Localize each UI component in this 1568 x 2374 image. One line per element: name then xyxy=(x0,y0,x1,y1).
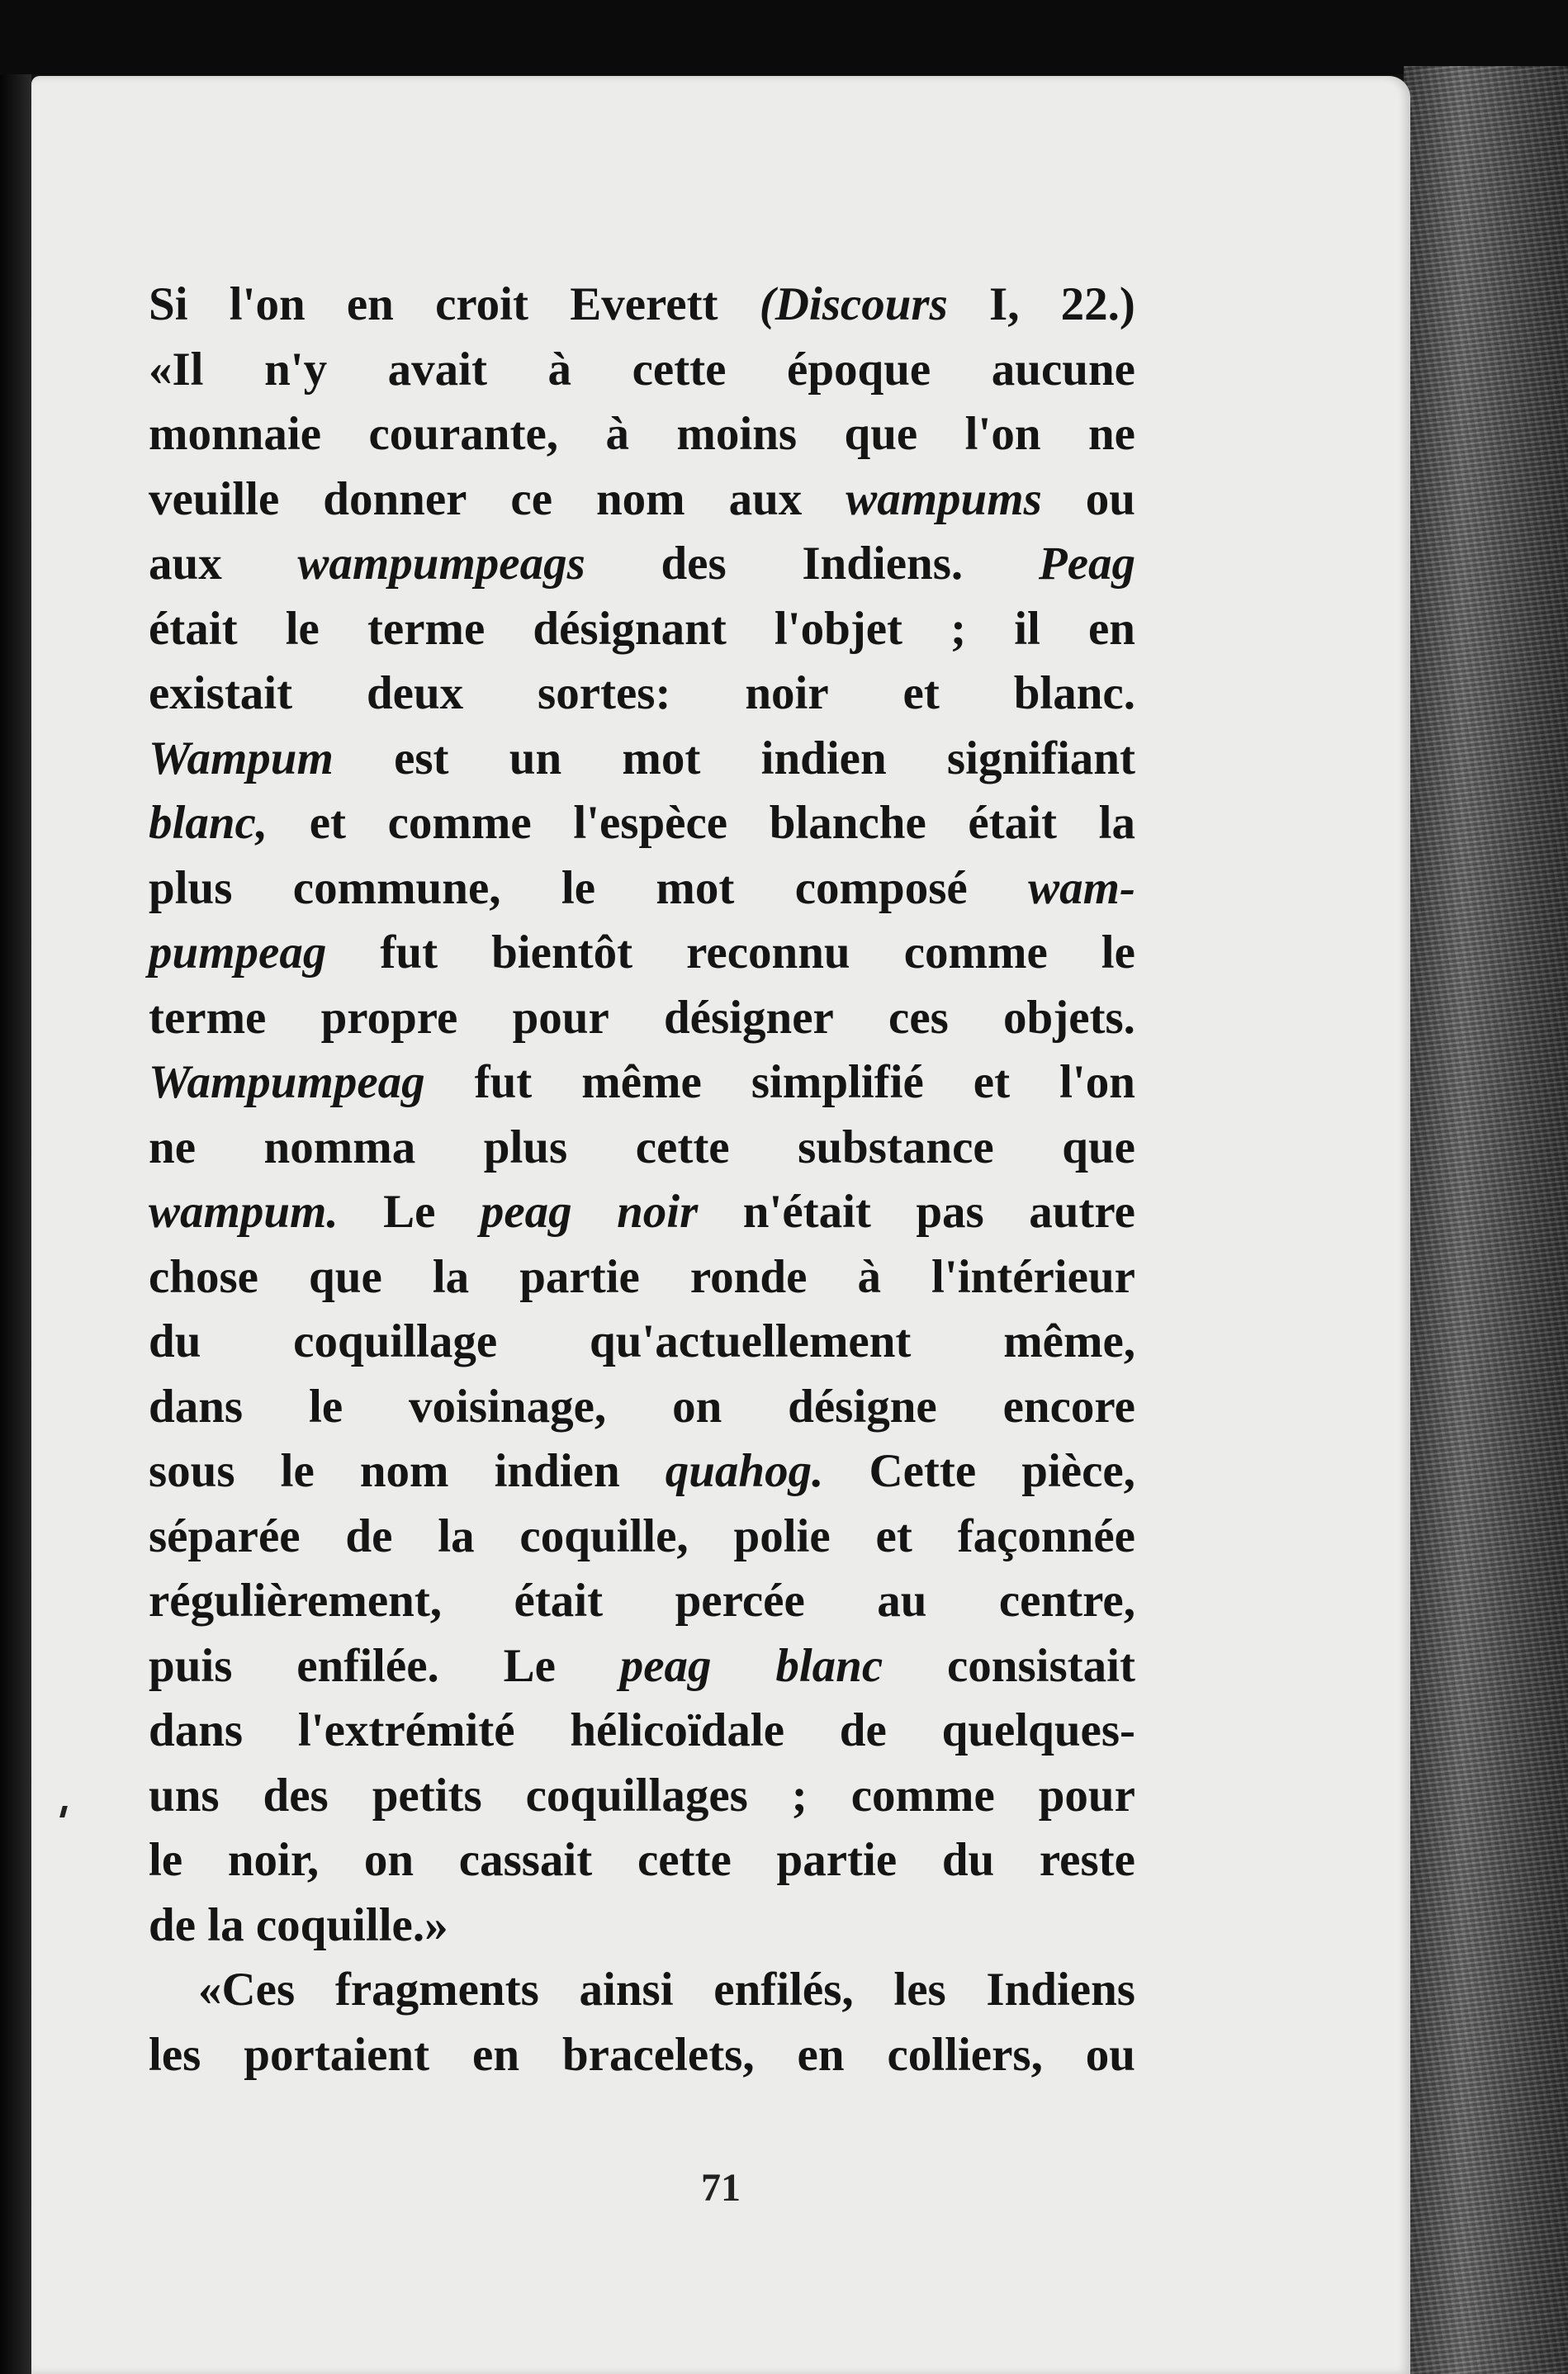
word: (Discours xyxy=(759,278,948,330)
word: aux xyxy=(149,538,222,590)
word: coquillage xyxy=(293,1315,498,1367)
word: ; xyxy=(791,1769,808,1822)
word: même, xyxy=(1003,1315,1135,1367)
word: nom xyxy=(595,472,685,525)
text-line xyxy=(149,986,1135,1051)
word: propre xyxy=(320,991,458,1044)
word: uns xyxy=(149,1769,220,1822)
word: objets. xyxy=(1003,991,1135,1044)
word: de xyxy=(839,1704,887,1756)
word: cassait xyxy=(458,1834,593,1886)
word: plus xyxy=(483,1121,568,1173)
word: et xyxy=(875,1509,912,1562)
word: à xyxy=(857,1250,881,1303)
word: un xyxy=(509,732,562,784)
word: désignant xyxy=(533,602,727,655)
word: on xyxy=(363,1834,415,1886)
word: ou xyxy=(1085,2028,1135,2081)
word: blanc, xyxy=(149,797,268,849)
word: la xyxy=(1098,797,1135,849)
word: Wampum xyxy=(149,732,334,784)
word: en xyxy=(797,2028,845,2081)
word: sortes: xyxy=(538,667,671,719)
word: et xyxy=(309,797,346,849)
word: Le xyxy=(503,1639,556,1692)
text-line xyxy=(149,402,1135,467)
word: ce xyxy=(510,472,552,525)
text-line xyxy=(149,2023,1135,2088)
word: n'était xyxy=(742,1186,871,1238)
word: et xyxy=(973,1056,1011,1108)
word: peag xyxy=(480,1186,572,1238)
word: la xyxy=(207,1898,244,1951)
page-number: 71 xyxy=(701,2166,741,2210)
text-line xyxy=(149,921,1135,986)
word: pour xyxy=(512,991,609,1044)
text-line xyxy=(149,1245,1135,1310)
word: aux xyxy=(728,472,803,525)
word: reste xyxy=(1039,1834,1135,1886)
word: autre xyxy=(1029,1186,1135,1238)
word: centre, xyxy=(998,1575,1135,1627)
word: composé xyxy=(794,861,968,914)
word: bientôt xyxy=(491,926,633,979)
word: le xyxy=(309,1380,343,1433)
word: l'espèce xyxy=(573,797,728,849)
word: l'on xyxy=(964,408,1041,460)
word: pièce, xyxy=(1021,1445,1135,1497)
text-line xyxy=(149,532,1135,597)
text-line xyxy=(149,1504,1135,1570)
word: en xyxy=(472,2028,520,2081)
word: Indiens xyxy=(986,1964,1135,2016)
body-text xyxy=(149,272,1135,2087)
word: que xyxy=(844,408,918,460)
word: n'y xyxy=(264,343,328,396)
text-line xyxy=(149,856,1135,922)
word: partie xyxy=(519,1250,640,1303)
text-line xyxy=(149,1050,1135,1116)
word: à xyxy=(547,343,572,396)
word: enfilés, xyxy=(713,1964,854,2016)
word: cette xyxy=(637,1834,732,1886)
word: coquille.» xyxy=(255,1898,448,1951)
word: percée xyxy=(675,1575,805,1627)
word: la xyxy=(432,1250,470,1303)
text-line xyxy=(149,661,1135,727)
word: terme xyxy=(367,602,486,655)
word: partie xyxy=(776,1834,898,1886)
word: blanche xyxy=(769,797,926,849)
word: reconnu xyxy=(686,926,850,979)
text-line xyxy=(149,1764,1135,1829)
word: le xyxy=(1101,926,1135,979)
text-line xyxy=(149,1893,1135,1959)
word: quelques- xyxy=(941,1704,1135,1756)
word: nom xyxy=(359,1445,449,1497)
word: coquillages xyxy=(525,1769,748,1822)
word: fut xyxy=(380,926,438,979)
word: colliers, xyxy=(887,2028,1043,2081)
word: la xyxy=(438,1509,475,1562)
word: cette xyxy=(635,1121,730,1173)
word: avait xyxy=(387,343,487,396)
text-line xyxy=(149,1634,1135,1699)
word: existait xyxy=(149,667,293,719)
word: croit xyxy=(435,278,528,330)
word: consistait xyxy=(946,1639,1135,1692)
text-line xyxy=(149,791,1135,856)
word: indien xyxy=(760,732,887,784)
word: façonnée xyxy=(957,1509,1135,1562)
word: qu'actuellement xyxy=(589,1315,912,1367)
text-line xyxy=(149,1439,1135,1504)
word: substance xyxy=(798,1121,994,1173)
word: plus xyxy=(149,861,233,914)
word: simplifié xyxy=(751,1056,924,1108)
word: blanc. xyxy=(1013,667,1135,719)
word: blanc xyxy=(775,1639,883,1692)
word: du xyxy=(149,1315,201,1367)
word: l'extrémité xyxy=(297,1704,515,1756)
word: Peag xyxy=(1038,538,1135,590)
word: bracelets, xyxy=(561,2028,755,2081)
word: que xyxy=(309,1250,382,1303)
text-line xyxy=(149,1828,1135,1893)
word: les xyxy=(893,1964,946,2016)
word: comme xyxy=(903,926,1048,979)
word: wampum. xyxy=(149,1186,339,1238)
word: désigne xyxy=(788,1380,937,1433)
word: l'intérieur xyxy=(931,1250,1135,1303)
word: du xyxy=(941,1834,995,1886)
word: wampumpeags xyxy=(297,538,585,590)
word: pas xyxy=(916,1186,984,1238)
word: chose xyxy=(149,1250,258,1303)
word: nomma xyxy=(263,1121,416,1173)
word: «Il xyxy=(149,343,204,396)
text-line xyxy=(149,338,1135,403)
text-line xyxy=(149,467,1135,533)
word: veuille xyxy=(149,472,280,525)
word: I, xyxy=(989,278,1020,330)
scan-left-border xyxy=(0,74,31,2374)
word: courante, xyxy=(368,408,558,460)
word: le xyxy=(149,1834,183,1886)
word: comme xyxy=(387,797,532,849)
word: 22.) xyxy=(1060,278,1135,330)
book-page-edges xyxy=(1404,66,1568,2374)
word: pour xyxy=(1038,1769,1135,1822)
word: quahog. xyxy=(665,1445,824,1497)
word: mot xyxy=(656,861,735,914)
word: wam- xyxy=(1028,861,1135,914)
word: fragments xyxy=(334,1964,539,2016)
word: monnaie xyxy=(149,408,322,460)
word: le xyxy=(280,1445,315,1497)
word: terme xyxy=(149,991,267,1044)
word: de xyxy=(149,1898,196,1951)
word: ainsi xyxy=(579,1964,674,2016)
word: enfilée. xyxy=(296,1639,439,1692)
word: coquille, xyxy=(519,1509,689,1562)
scan-top-border xyxy=(0,0,1568,74)
word: ronde xyxy=(689,1250,808,1303)
word: dans xyxy=(149,1380,244,1433)
word: signifiant xyxy=(946,732,1135,784)
word: ou xyxy=(1085,472,1135,525)
text-line xyxy=(149,1569,1135,1634)
word: pumpeag xyxy=(149,926,327,979)
word: il xyxy=(1014,602,1040,655)
word: Si xyxy=(149,278,188,330)
word: des xyxy=(661,538,727,590)
word: en xyxy=(1088,602,1135,655)
word: ne xyxy=(1087,408,1135,460)
word: des xyxy=(263,1769,329,1822)
text-line xyxy=(149,1958,1135,2023)
text-line xyxy=(149,1699,1135,1764)
word: ; xyxy=(950,602,967,655)
word: était xyxy=(968,797,1057,849)
word: noir xyxy=(745,667,829,719)
word: fut xyxy=(474,1056,533,1108)
word: et xyxy=(902,667,940,719)
margin-mark xyxy=(59,1806,68,1817)
word: encore xyxy=(1002,1380,1135,1433)
text-line xyxy=(149,1310,1135,1375)
word: «Ces xyxy=(198,1964,296,2016)
word: mot xyxy=(622,732,701,784)
word: Everett xyxy=(570,278,718,330)
word: Wampumpeag xyxy=(149,1056,425,1108)
word: que xyxy=(1062,1121,1135,1173)
word: au xyxy=(877,1575,927,1627)
word: l'objet xyxy=(774,602,903,655)
word: noir xyxy=(617,1186,699,1238)
word: on xyxy=(672,1380,722,1433)
word: était xyxy=(149,602,238,655)
word: même xyxy=(581,1056,702,1108)
word: commune, xyxy=(292,861,501,914)
word: polie xyxy=(733,1509,831,1562)
word: le xyxy=(561,861,596,914)
word: aucune xyxy=(991,343,1135,396)
word: peag xyxy=(619,1639,712,1692)
word: époque xyxy=(787,343,931,396)
word: était xyxy=(514,1575,604,1627)
word: ces xyxy=(888,991,949,1044)
word: donner xyxy=(323,472,467,525)
word: les xyxy=(149,2028,201,2081)
word: de xyxy=(345,1509,393,1562)
word: indien xyxy=(494,1445,620,1497)
text-line xyxy=(149,597,1135,662)
word: l'on xyxy=(229,278,306,330)
word: l'on xyxy=(1059,1056,1135,1108)
text-line xyxy=(149,727,1135,792)
text-line xyxy=(149,1116,1135,1181)
word: cette xyxy=(632,343,727,396)
word: à xyxy=(605,408,629,460)
word: dans xyxy=(149,1704,244,1756)
word: noir, xyxy=(227,1834,320,1886)
word: petits xyxy=(372,1769,482,1822)
word: sous xyxy=(149,1445,235,1497)
word: voisinage, xyxy=(409,1380,607,1433)
word: wampums xyxy=(846,472,1042,525)
word: comme xyxy=(850,1769,995,1822)
word: moins xyxy=(676,408,798,460)
text-line xyxy=(149,1180,1135,1245)
text-line xyxy=(149,1375,1135,1440)
word: en xyxy=(346,278,394,330)
word: ne xyxy=(149,1121,196,1173)
text-line xyxy=(149,272,1135,338)
word: hélicoïdale xyxy=(570,1704,784,1756)
word: deux xyxy=(366,667,464,719)
word: portaient xyxy=(244,2028,430,2081)
word: désigner xyxy=(663,991,834,1044)
word: Cette xyxy=(869,1445,977,1497)
word: Indiens. xyxy=(802,538,964,590)
word: séparée xyxy=(149,1509,301,1562)
word: puis xyxy=(149,1639,233,1692)
word: Le xyxy=(383,1186,436,1238)
word: est xyxy=(394,732,449,784)
word: régulièrement, xyxy=(149,1575,443,1627)
word: le xyxy=(285,602,320,655)
